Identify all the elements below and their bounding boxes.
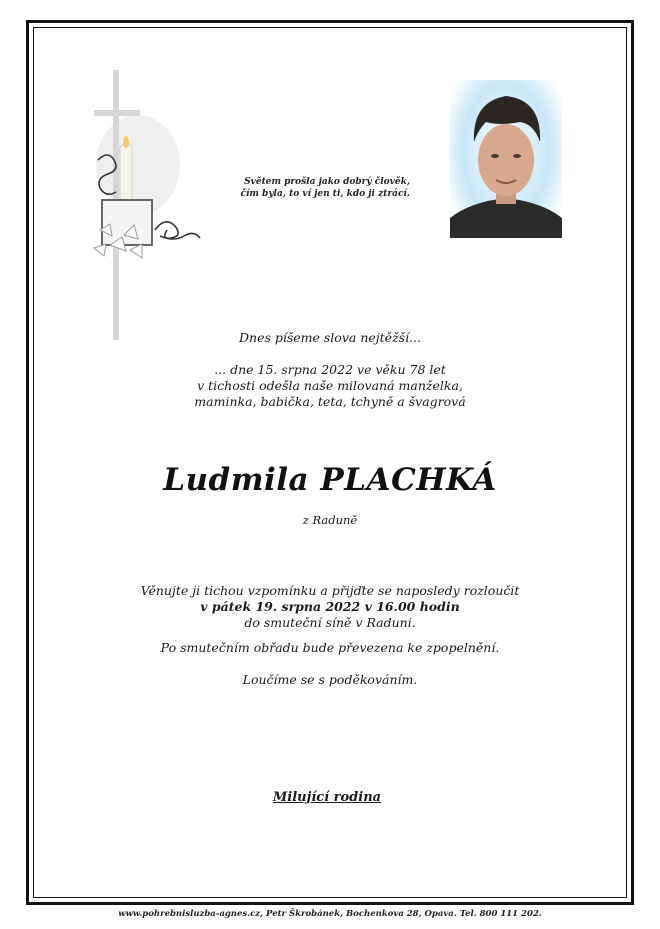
signature bbox=[0, 790, 660, 806]
cross-candle-lily-emblem bbox=[80, 70, 210, 345]
motto bbox=[200, 176, 410, 200]
thanks-line: Loučíme se s poděkováním. bbox=[242, 672, 418, 687]
portrait-photo bbox=[450, 80, 562, 238]
funeral-invitation bbox=[0, 583, 660, 631]
announcement-line-1: ... dne 15. srpna 2022 ve věku 78 let bbox=[214, 362, 446, 377]
invitation-line-1: Věnujte ji tichou vzpomínku a přijďte se naposledy rozloučit bbox=[140, 583, 520, 598]
signature-text: Milující rodina bbox=[272, 790, 382, 805]
origin: z Raduně bbox=[302, 513, 358, 527]
opening-line: Dnes píšeme slova nejtěžší... bbox=[239, 330, 421, 345]
cremation-note: Po smutečním obřadu bude převezena ke zpopelnění. bbox=[160, 640, 500, 655]
funeral-place: do smuteční síně v Raduni. bbox=[244, 615, 416, 630]
footer-contact: www.pohrebnisluzba-agnes.cz, Petr Škrobánek, Bochenkova 28, Opava. Tel. 800 111 202. bbox=[118, 909, 542, 919]
deceased-name: Ludmila PLACHKÁ bbox=[163, 462, 497, 498]
announcement-line-3: maminka, babička, teta, tchyně a švagrová bbox=[194, 394, 466, 409]
funeral-date-time: v pátek 19. srpna 2022 v 16.00 hodin bbox=[200, 599, 460, 614]
motto-line-2: čím byla, to ví jen ti, kdo ji ztrácí. bbox=[240, 189, 410, 199]
motto-line-1: Světem prošla jako dobrý člověk, bbox=[244, 177, 410, 187]
death-announcement bbox=[0, 362, 660, 410]
announcement-line-2: v tichosti odešla naše milovaná manželka, bbox=[197, 378, 463, 393]
